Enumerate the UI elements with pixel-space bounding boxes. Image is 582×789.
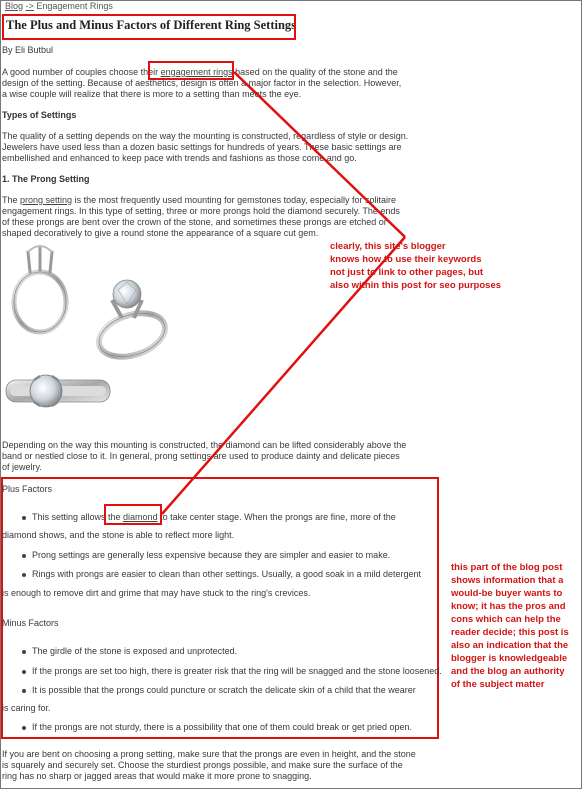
minus-item-3: It is possible that the prongs could puncture or scratch the delicate skin of a child that the wearer [32,685,416,695]
minus-item-2: If the prongs are set too high, there is greater risk that the ring will be snagged and the stone loosened. [32,666,442,676]
intro-text-1: A good number of couples choose their [2,67,161,77]
intro-line-3: a wise couple will realize that there is more to a setting than meets the eye. [2,89,302,99]
prong-text-1: The [2,195,21,205]
seo-keyword-note [330,240,501,292]
plus-item-3: Rings with prongs are easier to clean than other settings. Usually, a good soak in a mild detergent [32,569,422,579]
closing-line-2: is squarely and securely set. Choose the sturdiest prongs possible, and make sure the surface of the [2,760,403,770]
note-2-line-9: and the blog an authority [451,666,565,677]
note-2-line-6: reader decide; this post is [451,627,569,638]
note-2-line-7: also an indication that the [451,640,569,651]
note-2-line-8: blogger is knowledgeable [451,653,568,664]
mounting-line-1: Depending on the way this mounting is constructed, the diamond can be lifted considerably above the [2,440,407,450]
plus-item-1-cont: diamond shows, and the stone is able to reflect more light. [2,530,235,540]
breadcrumb-arrow: -> [25,1,34,11]
note-1-line-3: not just to link to other pages, but [330,267,484,278]
closing-line-1: If you are bent on choosing a prong setting, make sure that the prongs are even in height, and the stone [2,749,416,759]
intro-line-2: design of the setting. Because of aesthetics, design is often a major factor in the selection. However, [2,78,402,88]
prong-line-4: shaped decoratively to give a round stone the appearance of a square cut gem. [2,228,319,238]
note-2-line-5: cons which can help the [451,614,561,625]
note-2-line-2: shows information that a [451,575,564,586]
plus-item-2: Prong settings are generally less expensive because they are simpler and easier to make. [32,550,391,560]
intro-text-2: based on the quality of the stone and the [232,67,398,77]
note-2-line-4: know; it has the pros and [451,601,566,612]
plus-item-1-text-b: to take center stage. When the prongs are fine, more of the [157,512,396,522]
types-line-1: The quality of a setting depends on the way the mounting is constructed, regardless of style or design. [2,131,409,141]
diamond-link[interactable]: diamond [123,512,158,522]
types-heading: Types of Settings [2,110,77,120]
mounting-line-3: of jewelry. [2,462,42,472]
post-byline: By Eli Butbul [2,45,54,55]
prong-line-3: of these prongs are bent over the crown of the stone, and sometimes these prongs are etched or [2,217,387,227]
minus-item-1: The girdle of the stone is exposed and unprotected. [32,646,238,656]
closing-line-3: ring has no sharp or jagged areas that would make it more prone to snagging. [2,771,312,781]
prong-line-2: engagement rings. In this type of setting, three or more prongs hold the diamond securely. The ends [2,206,400,216]
minus-heading: Minus Factors [2,618,59,628]
note-2-line-10: of the subject matter [451,679,545,690]
plus-heading: Plus Factors [2,484,53,494]
types-line-3: embellished and enhanced to keep pace with trends and fashions as those come and go. [2,153,357,163]
post-title: The Plus and Minus Factors of Different Ring Settings [6,18,297,32]
note-1-line-1: clearly, this site's blogger [330,241,446,252]
prong-heading: 1. The Prong Setting [2,174,90,184]
minus-item-3-cont: is caring for. [2,703,51,713]
note-1-line-2: knows how to use their keywords [330,254,482,265]
plus-item-3-cont: is enough to remove dirt and grime that may have stuck to the ring's crevices. [2,588,311,598]
prong-text-2: is the most frequently used mounting for gemstones today, especially for solitaire [72,195,397,205]
minus-item-4: If the prongs are not sturdy, there is a possibility that one of them could break or get pried open. [32,722,413,732]
note-1-line-4: also within this post for seo purposes [330,280,502,291]
arrow-to-keyword-link [234,72,405,237]
breadcrumb-blog-link[interactable]: Blog [5,1,24,11]
mounting-line-2: band or nestled close to it. In general, prong settings are used to produce dainty and delicate pieces [2,451,400,461]
breadcrumb-section: Engagement Rings [36,1,113,11]
note-2-line-3: would-be buyer wants to [451,588,563,599]
note-2-line-1: this part of the blog post [451,562,563,573]
types-line-2: Jewelers have used less than a dozen basic settings for hundreds of years. These basic settings are [2,142,402,152]
pros-cons-note [451,561,569,691]
plus-item-1-text-a: This setting allows the [32,512,124,522]
engagement-rings-link[interactable]: engagement rings [160,67,233,77]
prong-setting-link[interactable]: prong setting [20,195,73,205]
